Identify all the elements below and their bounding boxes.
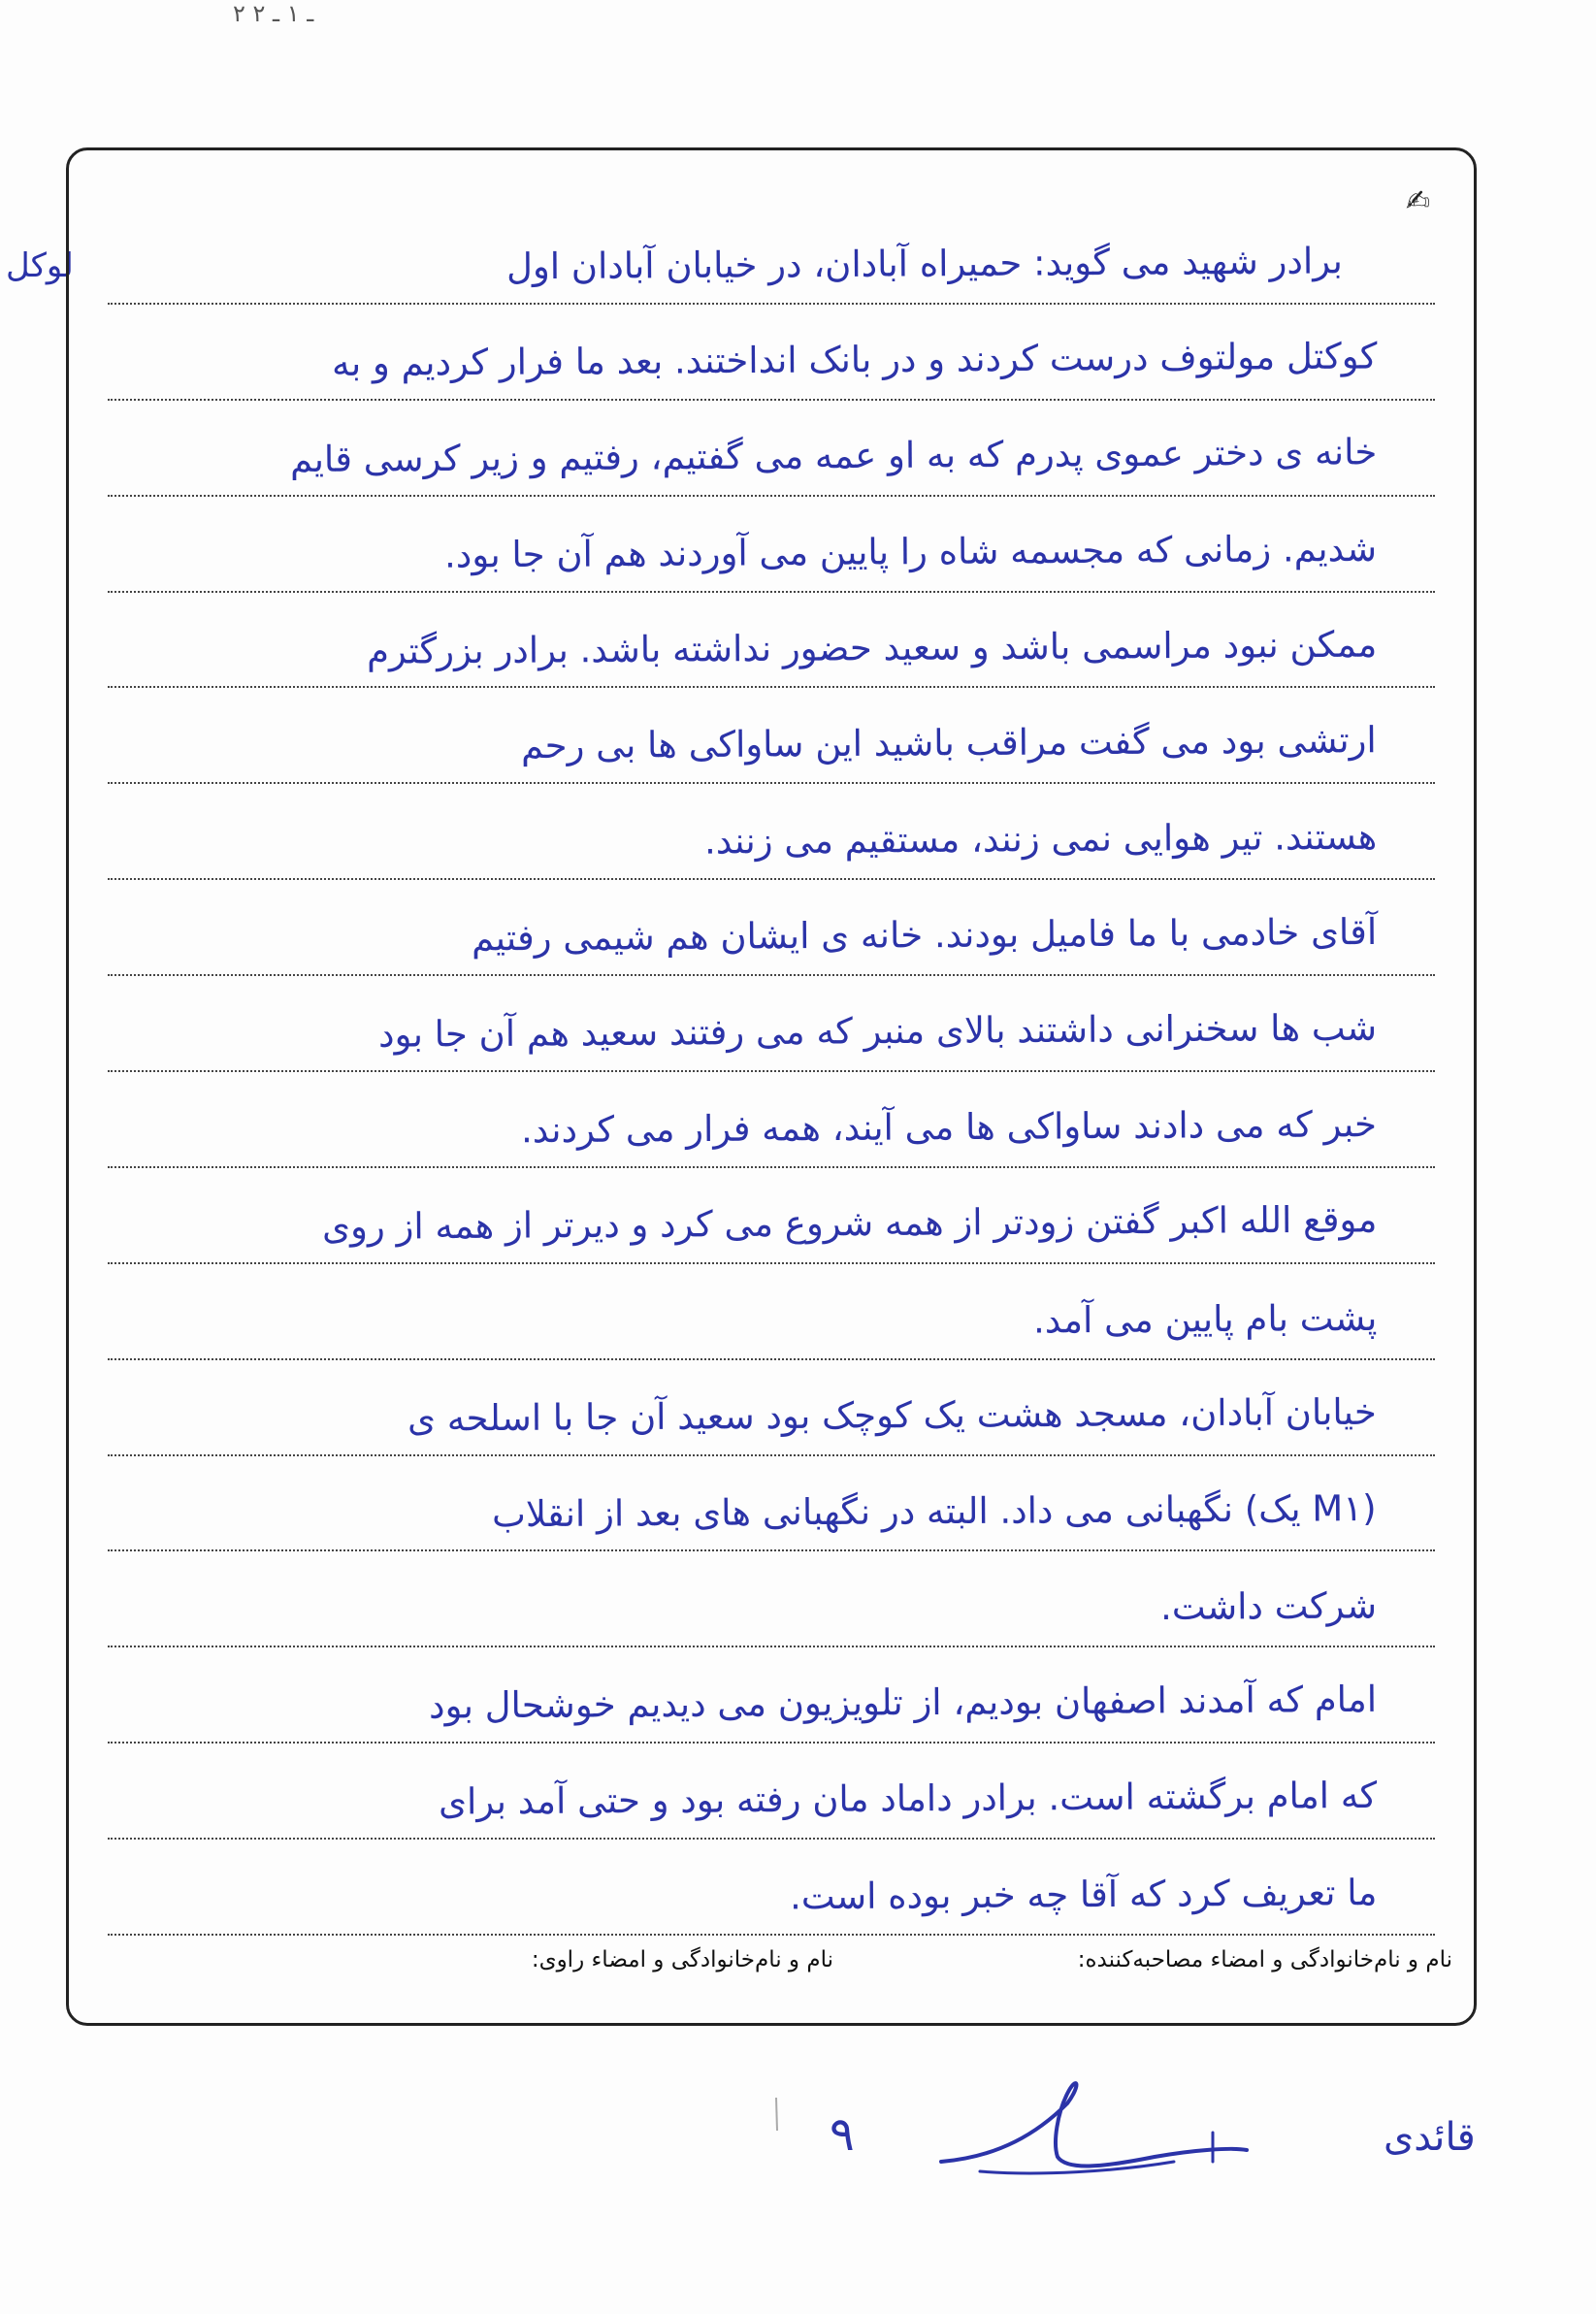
transcript-line: خانه ی دختر عموی پدرم که به او عمه می گفتیم، رفتیم و زیر کرسی قایم [108, 401, 1435, 497]
transcript-line: کوکتل مولتوف درست کردند و در بانک انداختند. بعد ما فرار کردیم و به [108, 305, 1435, 401]
transcript-line: شدیم. زمانی که مجسمه شاه را پایین می آوردند هم آن جا بود. [108, 497, 1435, 593]
page-number: ۹ [830, 2107, 855, 2162]
bottom-signature-area [0, 2057, 1596, 2251]
narrator-signature-label: نام و نام‌خانوادگی و امضاء راوی: [531, 1947, 833, 1972]
transcript-line: برادر شهید می گوید: حمیراه آبادان، در خیابان آبادان اول [108, 209, 1435, 305]
pen-writing-icon: ✍ [1406, 184, 1431, 218]
transcript-line: امام که آمدند اصفهان بودیم، از تلویزیون می دیدیم خوشحال بود [108, 1647, 1435, 1744]
transcript-line: آقای خادمی با ما فامیل بودند. خانه ی ایشان هم شیمی رفتیم [108, 880, 1435, 976]
transcript-lines [108, 209, 1435, 1936]
transcript-line: شب ها سخنرانی داشتند بالای منبر که می رفتند سعید هم آن جا بود [108, 976, 1435, 1072]
transcript-line: که امام برگشته است. برادر داماد مان رفته بود و حتی آمد برای [108, 1744, 1435, 1840]
transcript-line: (M۱ یک) نگهبانی می داد. البته در نگهبانی های بعد از انقلاب [108, 1456, 1435, 1552]
transcript-line: خبر که می دادند ساواکی ها می آیند، همه فرار می کردند. [108, 1072, 1435, 1168]
transcript-line: ارتشی بود می گفت مراقب باشید این ساواکی ها بی رحم [108, 688, 1435, 784]
margin-note: لوکل [6, 246, 74, 285]
tick-mark [771, 2096, 781, 2135]
transcript-line: خیابان آبادان، مسجد هشت یک کوچک بود سعید آن جا با اسلحه ی [108, 1360, 1435, 1456]
transcript-line: هستند. تیر هوایی نمی زنند، مستقیم می زنند. [108, 784, 1435, 880]
transcript-line: ممکن نبود مراسمی باشد و سعید حضور نداشته باشد. برادر بزرگترم [108, 593, 1435, 689]
signer-surname: قائدی [1384, 2115, 1476, 2160]
transcript-line: شرکت داشت. [108, 1551, 1435, 1647]
signature-footer [69, 1943, 1474, 1982]
transcript-line: ما تعریف کرد که آقا چه خبر بوده است. [108, 1840, 1435, 1936]
interviewer-signature-label: نام و نام‌خانوادگی و امضاء مصاحبه‌کننده: [1077, 1947, 1452, 1972]
handwritten-signature [922, 2065, 1252, 2191]
form-frame [66, 147, 1477, 2026]
transcript-line: پشت بام پایین می آمد. [108, 1264, 1435, 1360]
top-mark: ۲ ـ ۱ ـ ۲ [233, 0, 314, 27]
transcript-line: موقع الله اکبر گفتن زودتر از همه شروع می کرد و دیرتر از همه از روی [108, 1168, 1435, 1264]
